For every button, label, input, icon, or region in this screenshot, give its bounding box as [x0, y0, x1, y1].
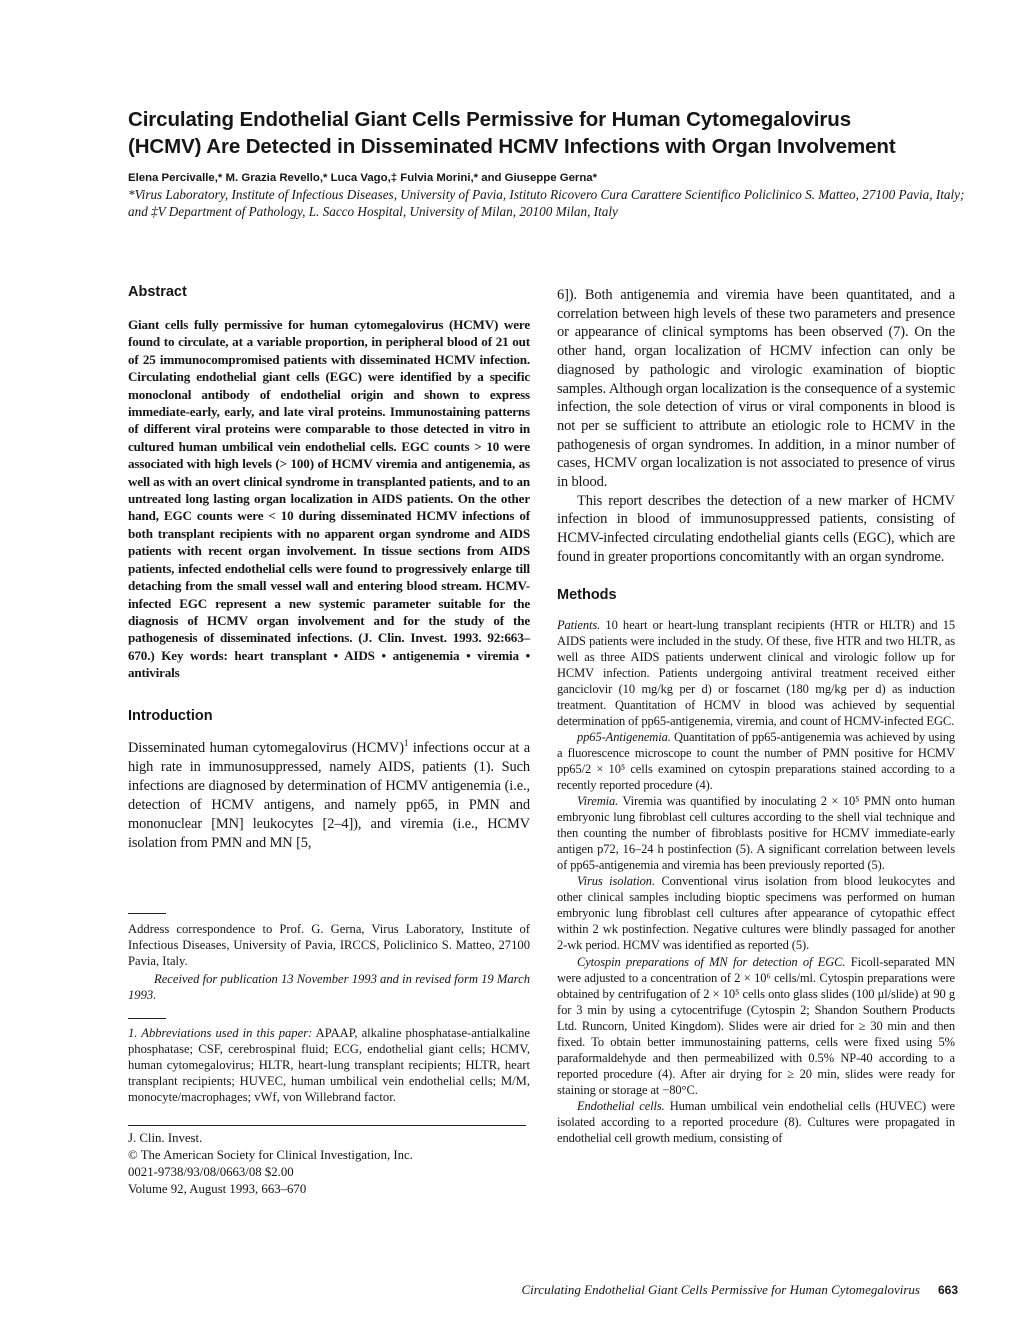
paragraph-lead: pp65-Antigenemia. — [577, 729, 671, 744]
methods-heading: Methods — [557, 586, 617, 603]
author-list: Elena Percivalle,* M. Grazia Revello,* Luca Vago,‡ Fulvia Morini,* and Giuseppe Gerna* — [128, 172, 598, 184]
abbreviations-text: APAAP, alkaline phosphatase-antialkaline phosphatase; CSF, cerebrospinal fluid; ECG, endothelial giant cells; HCMV, human cytomegalovirus; HLTR, heart-lung transplant recipients; HLTR, heart transplant recipients; HUVEC, human umbilical vein endothelial cells; M/M, monocyte/macrophages; vWf, von Willebrand factor. — [128, 1025, 530, 1104]
affiliations: *Virus Laboratory, Institute of Infectious Diseases, University of Pavia, Istituto Ricovero Cura Carattere Scientifico Policlinico S. Matteo, 27100 Pavia, Italy; and ‡V Department of Pathology, L. Sacco Hospital, University of Milan, 20100 Milan, Italy — [128, 187, 965, 219]
paragraph-text: Human umbilical vein endothelial cells (HUVEC) were isolated according to a reported procedure (8). Cultures were propagated in endothelial cell growth medium, consisting of — [557, 1098, 955, 1146]
paragraph-text: Conventional virus isolation from blood leukocytes and other clinical samples including bioptic specimens was performed on human embryonic lung fibroblast cell cultures after appearance of cytopathic effect within 2 wk postinfection. Negative cultures were blindly passaged for another 2-wk period. HCMV was identified as reported (5). — [557, 874, 955, 953]
journal-name: J. Clin. Invest. — [128, 1130, 203, 1145]
paragraph-lead: Cytospin preparations of MN for detection of EGC. — [577, 954, 846, 969]
introduction-continued: 6]). Both antigenemia and viremia have been quantitated, and a correlation between high levels of these two parameters and presence or appearance of clinical symptoms has been observed (7). On the other hand, organ localization of HCMV infection can only be diagnosed by pathologic and virologic examination of bioptic samples. Although organ localization is the consequence of a systemic infection, the sole detection of virus or viral components in blood is not per se sufficient to attribute an etiologic role to HCMV in the pathogenesis of organ syndromes. In addition, in a minor number of cases, HCMV organ localization is not associated to presence of virus in blood. — [557, 287, 955, 491]
paragraph-lead: Patients. — [557, 617, 601, 632]
abbreviations-rule — [128, 1018, 166, 1019]
abbreviations-footnote — [128, 1025, 530, 1105]
received-footnote: Received for publication 13 November 1993 and in revised form 19 March 1993. — [128, 971, 530, 1002]
journal-info-rule — [128, 1125, 526, 1126]
copyright: © The American Society for Clinical Investigation, Inc. — [128, 1147, 413, 1162]
methods-cytospin — [557, 954, 955, 1098]
methods-patients — [557, 617, 955, 729]
paragraph-lead: Endothelial cells. — [577, 1098, 665, 1113]
methods-body — [557, 617, 955, 1147]
left-column — [128, 282, 530, 1198]
abstract-text: Giant cells fully permissive for human cytomegalovirus (HCMV) were found to circulate, at a variable proportion, in peripheral blood of 21 out of 25 immunocompromised patients with disseminated HCMV infection. Circulating endothelial giant cells (EGC) were identified by a specific monoclonal antibody of endothelial origin and shown to express immediate-early, early, and late viral proteins. Immunostaining patterns of different viral proteins were comparable to those detected in vitro in cultured human umbilical vein endothelial cells. EGC counts > 10 were associated with high levels (> 100) of HCMV viremia and antigenemia, as well as with an overt clinical syndrome in transplanted patients, and to an untreated long lasting organ localization in AIDS patients. On the other hand, EGC counts were < 10 during disseminated HCMV infections of both transplant recipients with no apparent organ syndrome and AIDS patients with recent organ involvement. In tissue sections from AIDS patients, infected endothelial cells were found to progressively enlarge till detaching from the small vessel wall and entering blood stream. HCMV-infected EGC represent a new systemic parameter suitable for the diagnosis of HCMV organ involvement and for the study of the pathogenesis of disseminated infections. (J. Clin. Invest. 1993. 92:663–670.) Key words: heart transplant • AIDS • antigenemia • viremia • antivirals — [128, 317, 530, 681]
correspondence-footnote: Address correspondence to Prof. G. Gerna, Virus Laboratory, Institute of Infectious Diseases, University of Pavia, IRCCS, Policlinico S. Matteo, 27100 Pavia, Italy. — [128, 921, 530, 968]
footnote-rule — [128, 913, 166, 914]
methods-virus-isolation — [557, 873, 955, 953]
introduction-heading: Introduction — [128, 707, 213, 724]
abstract-heading: Abstract — [128, 284, 187, 300]
issn-price: 0021-9738/93/08/0663/08 $2.00 — [128, 1164, 294, 1179]
journal-info — [128, 1130, 530, 1198]
title-line-2: (HCMV) Are Detected in Disseminated HCMV Infections with Organ Involvement — [128, 135, 896, 158]
volume-info: Volume 92, August 1993, 663–670 — [128, 1181, 307, 1196]
paragraph-lead: Virus isolation. — [577, 874, 655, 889]
introduction-paragraph-2: This report describes the detection of a new marker of HCMV infection in blood of immunosuppressed patients, consisting of HCMV-infected circulating endothelial giants cells (EGC), which are found in greater proportions concomitantly with an organ syndrome. — [557, 492, 955, 565]
paragraph-text: 10 heart or heart-lung transplant recipients (HTR or HLTR) and 15 AIDS patients were included in the study. Of these, five HTR and two HLTR, as well as three AIDS patients underwent clinical and virologic follow up for HCMV infection. Patients undergoing antiviral treatment received either ganciclovir (10 mg/kg per d) or foscarnet (180 mg/kg per d) as induction treatment. Quantitation of HCMV in blood was achieved by sequential determination of pp65-antigenemia, viremia, and count of HCMV-infected EGC. — [557, 617, 955, 728]
footnote-marker: 1 — [403, 737, 409, 748]
paragraph-lead: Viremia. — [577, 794, 619, 809]
page-number: 663 — [937, 1283, 958, 1297]
page-footer — [470, 1282, 958, 1298]
intro-text-a: Disseminated human cytomegalovirus (HCMV) — [128, 739, 404, 756]
paragraph-text: Quantitation of pp65-antigenemia was achieved by using a fluorescence microscope to count the number of PMN positive for HCMV pp65/2 × 10⁵ cells examined on cytospin preparations stained according to a recently reported procedure (4). — [557, 729, 955, 793]
intro-text-b: infections occur at a high rate in immunosuppressed, namely AIDS, patients (1). Such infections are diagnosed by determination of HCMV antigenemia (i.e., detection of HCMV antigens, and namely pp65, in PMN and mononuclear [MN] leukocytes [2–4]), and viremia (i.e., HCMV isolation from PMN and MN [5, — [128, 739, 531, 851]
right-column — [557, 286, 955, 1146]
methods-endothelial-cells — [557, 1098, 955, 1146]
title-line-1: Circulating Endothelial Giant Cells Permissive for Human Cytomegalovirus — [128, 108, 852, 131]
introduction-paragraph — [128, 739, 530, 853]
paragraph-text: Ficoll-separated MN were adjusted to a concentration of 2 × 10⁶ cells/ml. Cytospin preparations were obtained by centrifugation of 2 × 10⁵ cells onto glass slides (100 μl/slide) at 90 g for 3 min by using a cytocentrifuge (Cytospin 2; Shandon Southern Products Ltd. Runcorn, United Kingdom). Slides were air dried for ≥ 30 min and then fixed. To obtain better immunostaining patterns, cells were fixed using 5% paraformaldehyde and then permeabilized with 0.5% NP-40 according to a reported procedure (4). After air drying for ≥ 20 min, slides were ready for staining or storage at −80°C. — [557, 954, 955, 1097]
article-title — [128, 106, 988, 160]
paragraph-text: Viremia was quantified by inoculating 2 × 10⁵ PMN onto human embryonic lung fibroblast cell cultures according to the shell vial technique and then counting the number of fibroblasts positive for HCMV immediate-early antigen p72, 16–24 h postinfection (5). A significant correlation between levels of pp65-antigenemia and viremia has been previously reported (5). — [557, 794, 955, 873]
methods-viremia — [557, 793, 955, 873]
running-title: Circulating Endothelial Giant Cells Permissive for Human Cytomegalovirus — [521, 1282, 920, 1297]
abbreviations-lead: 1. Abbreviations used in this paper: — [128, 1025, 313, 1040]
methods-antigenemia — [557, 729, 955, 793]
